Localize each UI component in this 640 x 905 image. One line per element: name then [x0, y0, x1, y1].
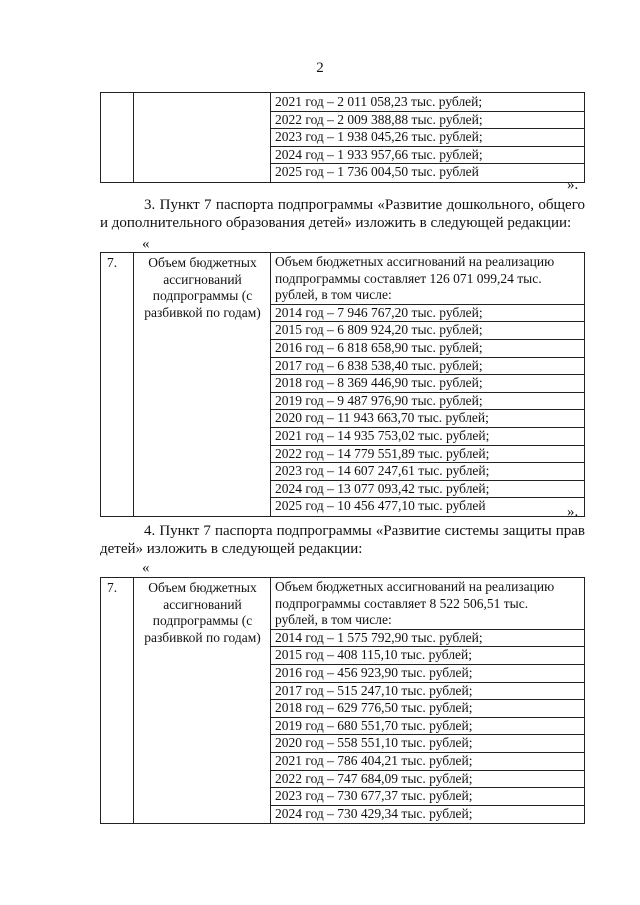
year-line: 2023 год – 730 677,37 тыс. рублей;	[271, 787, 584, 805]
year-line: 2021 год – 2 011 058,23 тыс. рублей;	[275, 94, 483, 109]
intro-line: рублей, в том числе:	[275, 287, 392, 303]
table-cell-values	[271, 578, 585, 824]
table-cell-values	[271, 93, 585, 183]
intro-text	[275, 579, 580, 629]
year-line: 2023 год – 1 938 045,26 тыс. рублей;	[271, 128, 584, 146]
year-line: 2019 год – 680 551,70 тыс. рублей;	[271, 717, 584, 735]
year-line: 2022 год – 14 779 551,89 тыс. рублей;	[271, 445, 584, 463]
year-line: 2022 год – 2 009 388,88 тыс. рублей;	[271, 111, 584, 129]
table-cell-number	[101, 93, 134, 183]
year-list	[275, 629, 580, 823]
opening-quote: «	[142, 560, 150, 576]
intro-line: подпрограммы составляет 126 071 099,24 тыс.	[275, 270, 542, 286]
row-label: Объем бюджетных ассигнований подпрограммы (с разбивкой по годам)	[144, 580, 261, 645]
row-number: 7.	[107, 255, 118, 270]
closing-quote: ».	[567, 504, 579, 520]
year-line: 2023 год – 14 607 247,61 тыс. рублей;	[271, 462, 584, 480]
year-line: 2024 год – 1 933 957,66 тыс. рублей;	[271, 146, 584, 164]
budget-table-section-3	[100, 252, 585, 517]
year-line: 2021 год – 786 404,21 тыс. рублей;	[271, 752, 584, 770]
table-cell-label	[134, 253, 271, 517]
page-number: 2	[316, 60, 324, 76]
closing-quote: ».	[567, 177, 579, 193]
year-line: 2021 год – 14 935 753,02 тыс. рублей;	[271, 427, 584, 445]
year-line: 2017 год – 6 838 538,40 тыс. рублей;	[271, 357, 584, 375]
budget-table-section-4	[100, 577, 585, 824]
intro-text	[275, 254, 580, 304]
opening-quote: «	[142, 236, 150, 252]
year-line: 2025 год – 1 736 004,50 тыс. рублей	[271, 163, 584, 181]
table-cell-label	[134, 578, 271, 824]
year-line: 2015 год – 408 115,10 тыс. рублей;	[271, 646, 584, 664]
year-line: 2017 год – 515 247,10 тыс. рублей;	[271, 682, 584, 700]
year-line: 2014 год – 7 946 767,20 тыс. рублей;	[271, 304, 584, 322]
year-line: 2020 год – 11 943 663,70 тыс. рублей;	[271, 409, 584, 427]
year-line: 2014 год – 1 575 792,90 тыс. рублей;	[271, 629, 584, 647]
year-line: 2022 год – 747 684,09 тыс. рублей;	[271, 770, 584, 788]
table-cell-number	[101, 253, 134, 517]
year-list	[275, 94, 580, 181]
year-line: 2016 год – 6 818 658,90 тыс. рублей;	[271, 339, 584, 357]
year-line: 2024 год – 13 077 093,42 тыс. рублей;	[271, 480, 584, 498]
row-number: 7.	[107, 580, 118, 595]
year-line: 2018 год – 8 369 446,90 тыс. рублей;	[271, 374, 584, 392]
year-line: 2016 год – 456 923,90 тыс. рублей;	[271, 664, 584, 682]
section-4-paragraph: 4. Пункт 7 паспорта подпрограммы «Развитие системы защиты прав детей» изложить в следующей редакции:	[100, 523, 585, 557]
year-line: 2019 год – 9 487 976,90 тыс. рублей;	[271, 392, 584, 410]
row-label: Объем бюджетных ассигнований подпрограммы (с разбивкой по годам)	[144, 255, 261, 320]
budget-table-continuation	[100, 92, 585, 183]
year-line: 2018 год – 629 776,50 тыс. рублей;	[271, 699, 584, 717]
intro-line: подпрограммы составляет 8 522 506,51 тыс.	[275, 595, 529, 611]
year-line: 2020 год – 558 551,10 тыс. рублей;	[271, 734, 584, 752]
intro-line: Объем бюджетных ассигнований на реализацию	[275, 579, 555, 594]
table-cell-values	[271, 253, 585, 517]
table-cell-label	[134, 93, 271, 183]
year-line: 2015 год – 6 809 924,20 тыс. рублей;	[271, 321, 584, 339]
intro-line: рублей, в том числе:	[275, 612, 392, 628]
year-list	[275, 304, 580, 515]
section-3-paragraph: 3. Пункт 7 паспорта подпрограммы «Развитие дошкольного, общего и дополнительного образования детей» изложить в следующей редакции:	[100, 197, 585, 231]
year-line: 2024 год – 730 429,34 тыс. рублей;	[271, 805, 584, 823]
year-line: 2025 год – 10 456 477,10 тыс. рублей	[271, 497, 584, 515]
intro-line: Объем бюджетных ассигнований на реализацию	[275, 254, 555, 269]
table-cell-number	[101, 578, 134, 824]
